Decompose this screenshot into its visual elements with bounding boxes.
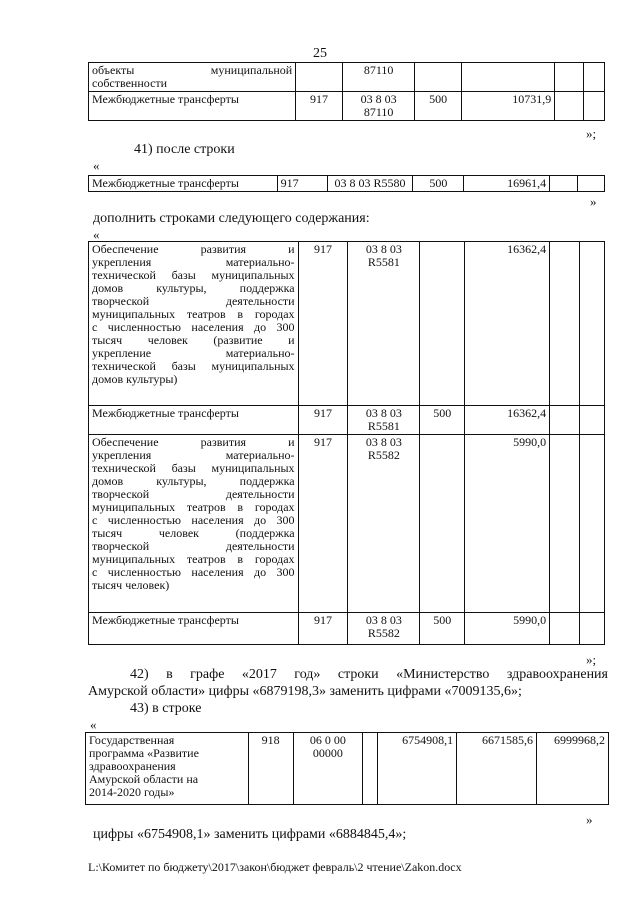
row-amount: 5990,0 [465, 613, 550, 645]
row-ministry: 917 [298, 406, 348, 435]
row-type: 500 [413, 176, 464, 192]
amount-2019: 6999968,2 [537, 733, 609, 805]
row-type: 500 [420, 406, 465, 435]
row-name: Межбюджетные трансферты [89, 613, 299, 645]
closing-quote: »; [586, 126, 597, 141]
table-row [89, 63, 605, 92]
closing-quote: » [586, 812, 593, 827]
table-row [89, 92, 605, 121]
row-amount: 5990,0 [465, 435, 550, 613]
row-code: 03 8 03 R5582 [348, 613, 420, 645]
page-number: 25 [313, 46, 327, 61]
row-code: 03 8 03 R5581 [348, 242, 420, 406]
row-code: 03 8 03 R5582 [348, 435, 420, 613]
budget-table-added-rows [88, 241, 605, 645]
row-code: 06 0 00 00000 [293, 733, 363, 805]
table-row [89, 406, 605, 435]
table-row [89, 176, 605, 192]
row-ministry: 917 [298, 613, 348, 645]
closing-quote: »; [586, 652, 597, 667]
row-name: Обеспечение развития и укрепления материально- технической базы муниципальных домов культуры, поддержка творческой деятельности муниципальных театров в городах с численностью населения до 300 тысяч человек (развитие и укрепление материально- технической базы муниципальных домов культуры) [89, 242, 299, 406]
opening-quote: « [93, 158, 100, 173]
closing-quote: » [590, 194, 597, 209]
row-name: Межбюджетные трансферты [89, 176, 278, 192]
row-name: Межбюджетные трансферты [89, 406, 299, 435]
table-row [89, 435, 605, 613]
row-name: Межбюджетные трансферты [89, 92, 296, 121]
row-ministry: 918 [248, 733, 293, 805]
row-name: Обеспечение развития и укрепления материально- технической базы муниципальных домов культуры, поддержка творческой деятельности муниципальных театров в городах с численностью населения до 300 тысяч человек (поддержка творческой деятельности муниципальных театров в городах с численностью населения до 300 тысяч человек) [89, 435, 299, 613]
row-amount: 10731,9 [461, 92, 554, 121]
item-41: 41) после строки [134, 142, 235, 157]
opening-quote: « [93, 227, 100, 242]
item-43: 43) в строке [130, 701, 202, 716]
footer-file-path: L:\Комитет по бюджету\2017\закон\бюджет февраль\2 чтение\Zakon.docx [88, 860, 462, 874]
table-row [89, 242, 605, 406]
opening-quote: « [90, 717, 97, 732]
budget-table-single-row [88, 175, 605, 192]
row-ministry: 917 [298, 435, 348, 613]
row-ministry: 917 [298, 242, 348, 406]
program-table [85, 732, 609, 805]
row-code: 03 8 03 R5581 [348, 406, 420, 435]
amount-2018: 6671585,6 [457, 733, 537, 805]
row-ministry: 917 [277, 176, 327, 192]
row-amount: 16362,4 [465, 406, 550, 435]
row-type: 500 [415, 92, 462, 121]
row-ministry: 917 [296, 92, 343, 121]
table-row [89, 613, 605, 645]
row-name: объекты муниципальной собственности [89, 63, 296, 92]
amount-2017: 6754908,1 [378, 733, 457, 805]
final-replacement-line: цифры «6754908,1» заменить цифрами «6884845,4»; [93, 827, 407, 842]
row-amount: 16961,4 [464, 176, 550, 192]
row-type: 500 [420, 613, 465, 645]
row-amount: 16362,4 [465, 242, 550, 406]
program-name: Государственная программа «Развитие здравоохранения Амурской области на 2014-2020 годы» [86, 733, 249, 805]
supplement-text: дополнить строками следующего содержания: [93, 211, 370, 226]
budget-table-top [88, 62, 605, 121]
row-code: 03 8 03 R5580 [327, 176, 413, 192]
item-42: 42) в графе «2017 год» строки «Министерство здравоохранения Амурской области» цифры «6879198,3» заменить цифрами «7009135,6»; [88, 667, 608, 699]
row-code: 87110 [342, 63, 415, 92]
table-row [86, 733, 609, 805]
row-code: 03 8 03 87110 [342, 92, 415, 121]
